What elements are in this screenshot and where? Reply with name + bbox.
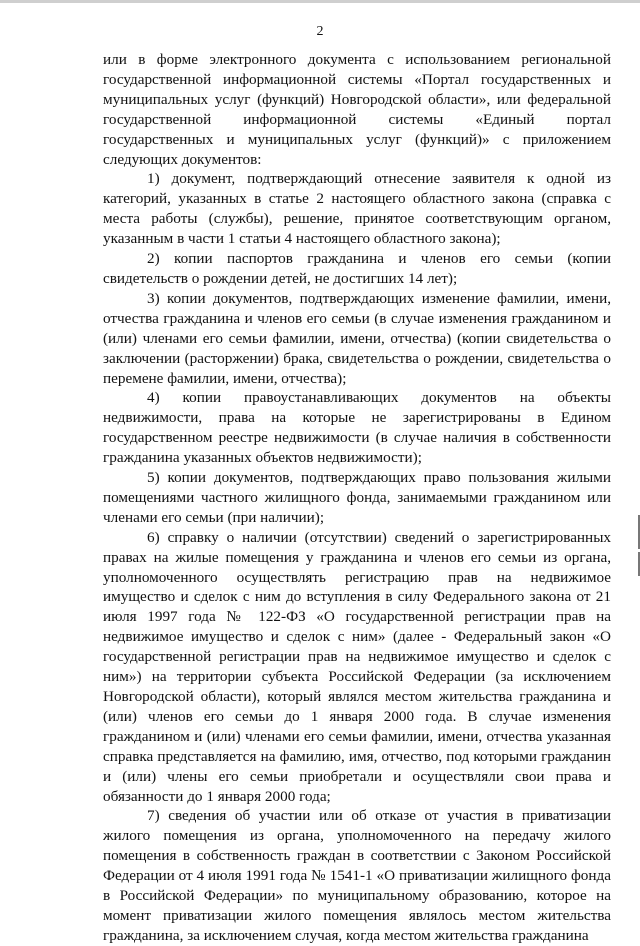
- paragraph-intro: или в форме электронного документа с использованием региональной государственной информационной системы «Портал государственных и муниципальных услуг (функций) Новгородской области», или федеральной государственной информационной системы «Единый портал государственных и муниципальных услуг (функций)» с приложением следующих документов:: [103, 51, 611, 168]
- paragraph-item-6: 6) справку о наличии (отсутствии) сведений о зарегистрированных правах на жилые помещения у гражданина и членов его семьи из органа, уполномоченного осуществлять регистрацию прав на недвижимое имущество и сделок с ним до вступления в силу Федерального закона от 21 июля 1997 года № 122-ФЗ «О государственной регистрации прав на недвижимое имущество и сделок с ним» (далее - Федеральный закон «О государственной регистрации прав на недвижимое имущество и сделок с ним») на территории субъекта Российской Федерации (за исключением Новгородской области), который являлся местом жительства гражданина и (или) членов его семьи до 1 января 2000 года. В случае изменения гражданином и (или) членами его семьи фамилии, имени, отчества указанная справка представляется на фамилию, имя, отчество, под которыми гражданин и (или) члены его семьи приобретали и осуществляли свои права и обязанности до 1 января 2000 года;: [103, 528, 611, 805]
- document-body: [103, 50, 611, 946]
- paragraph-item-7: 7) сведения об участии или об отказе от участия в приватизации жилого помещения из органа, уполномоченного на передачу жилого помещения в собственность граждан в соответствии с Законом Российской Федерации от 4 июля 1991 года № 1541-1 «О приватизации жилищного фонда в Российской Федерации» по муниципальному образованию, которое на момент приватизации жилого помещения являлось местом жительства гражданина, за исключением случая, когда местом жительства гражданина: [103, 807, 611, 944]
- paragraph-item-1: 1) документ, подтверждающий отнесение заявителя к одной из категорий, указанных в статье 2 настоящего областного закона (справка с места работы (службы), решение, принятое соответствующим органом, указанным в части 1 статьи 4 настоящего областного закона);: [103, 170, 611, 248]
- paragraph-item-4: 4) копии правоустанавливающих документов на объекты недвижимости, права на которые не зарегистрированы в Едином государственном реестре недвижимости (в случае наличия в собственности гражданина указанных объектов недвижимости);: [103, 389, 611, 467]
- paragraph-item-5: 5) копии документов, подтверждающих право пользования жилыми помещениями частного жилищного фонда, занимаемыми гражданином или членами его семьи (при наличии);: [103, 469, 611, 526]
- scan-top-edge: [0, 0, 640, 3]
- page-number: 2: [316, 24, 324, 39]
- paragraph-item-2: 2) копии паспортов гражданина и членов его семьи (копии свидетельств о рождении детей, не достигших 14 лет);: [103, 250, 611, 287]
- paragraph-item-3: 3) копии документов, подтверждающих изменение фамилии, имени, отчества гражданина и членов его семьи (в случае изменения гражданином и (или) членами его семьи фамилии, имени, отчества) (копии свидетельства о заключении (расторжении) брака, свидетельства о рождении, свидетельства о перемене фамилии, имени, отчества);: [103, 289, 611, 387]
